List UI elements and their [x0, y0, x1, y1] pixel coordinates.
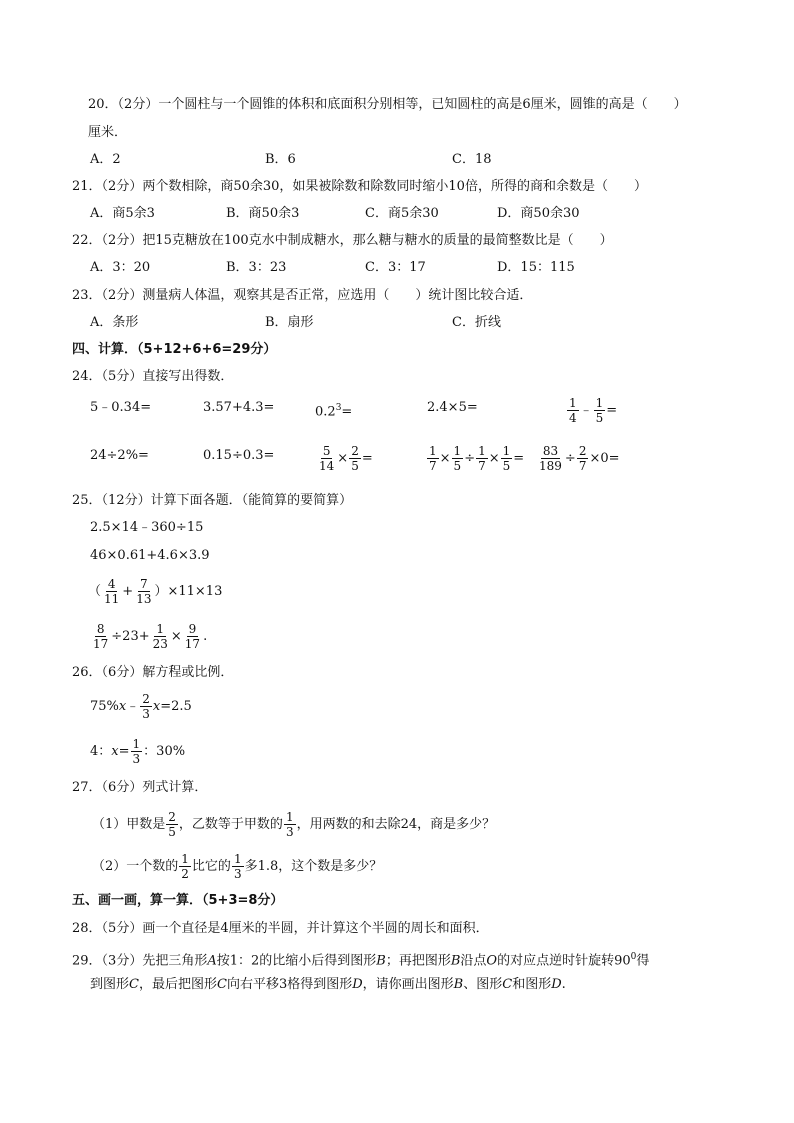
q25-expr-3: （ $\frac{4}{11}$ + $\frac{7}{13}$ ）×11×13 — [88, 577, 223, 606]
q26-proportion-2: 4：x= $\frac{1}{3}$ ：30% — [90, 737, 186, 766]
q25-text: 25．（12分）计算下面各题．（能简算的要简算） — [72, 493, 353, 508]
q22-option-b: B．3：23 — [226, 260, 287, 275]
q23-text: 23．（2分）测量病人体温，观察其是否正常，应选用（ ）统计图比较合适． — [72, 288, 533, 303]
q20-text-cont: 厘米． — [88, 125, 128, 140]
q24-expr-1: 5﹣0.34= — [90, 400, 152, 415]
q29-text-cont: 到图形C，最后把图形C向右平移3格得到图形D，请你画出图形B、图形C和图形D. — [90, 977, 566, 992]
q27-part-1: （1）甲数是 $\frac{2}{5}$ ，乙数等于甲数的 $\frac{1}{3}$ ，用两数的和去除24，商是多少？ — [92, 810, 496, 839]
q29-text: 29．（3分）先把三角形A按1：2的比缩小后得到图形B；再把图形B沿点O的对应点逆时针旋转$90^0$得 — [72, 952, 650, 969]
q21-text: 21．（2分）两个数相除，商50余30，如果被除数和除数同时缩小10倍，所得的商和余数是（ ） — [72, 179, 647, 194]
q20-text: 20．（2分）一个圆柱与一个圆锥的体积和底面积分别相等，已知圆柱的高是6厘米，圆锥的高是（ ） — [88, 97, 687, 112]
q24-expr-7: 0.15÷0.3= — [203, 448, 275, 463]
q20-option-b: B．6 — [265, 152, 296, 167]
q21-option-b: B．商50余3 — [226, 206, 300, 221]
q23-option-b: B．扇形 — [265, 315, 314, 330]
q27-text: 27．（6分）列式计算． — [72, 780, 208, 795]
q24-expr-8: $\frac{5}{14}$ × $\frac{2}{5}$ = — [319, 444, 373, 473]
q23-option-c: C．折线 — [452, 315, 501, 330]
q24-expr-2: 3.57+4.3= — [203, 400, 275, 415]
q26-equation-1: 75%x﹣ $\frac{2}{3}$ x=2.5 — [90, 692, 192, 721]
q21-option-c: C．商5余30 — [365, 206, 439, 221]
q22-text: 22．（2分）把15克糖放在100克水中制成糖水，那么糖与糖水的质量的最简整数比是（ ） — [72, 233, 613, 248]
q20-option-a: A．2 — [90, 152, 121, 167]
q28-text: 28．（5分）画一个直径是4厘米的半圆，并计算这个半圆的周长和面积． — [72, 921, 489, 936]
section-4-heading: 四、计算．（5+12+6+6=29分） — [72, 342, 277, 357]
q24-expr-6: 24÷2%= — [90, 448, 149, 463]
q21-option-a: A．商5余3 — [90, 206, 155, 221]
q22-option-d: D．15：115 — [497, 260, 575, 275]
q25-expr-4: $\frac{8}{17}$ ÷23+ $\frac{1}{23}$ × $\frac{9}{17}$ . — [93, 622, 208, 651]
q24-expr-4: 2.4×5= — [427, 400, 478, 415]
q24-expr-9: $\frac{1}{7}$ × $\frac{1}{5}$ ÷ $\frac{1}{7}$ × $\frac{1}{5}$ = — [429, 444, 525, 473]
q25-expr-2: 46×0.61+4.6×3.9 — [90, 548, 210, 563]
q26-text: 26．（6分）解方程或比例． — [72, 665, 234, 680]
q21-option-d: D．商50余30 — [497, 206, 580, 221]
q24-expr-5: $\frac{1}{4}$ ﹣ $\frac{1}{5}$ = — [569, 396, 618, 425]
q27-part-2: （2）一个数的 $\frac{1}{2}$ 比它的 $\frac{1}{3}$ 多1.8，这个数是多少？ — [92, 852, 383, 881]
section-5-heading: 五、画一画，算一算．（5+3=8分） — [72, 893, 284, 908]
q20-option-c: C．18 — [452, 152, 492, 167]
q22-option-a: A．3：20 — [90, 260, 151, 275]
q24-text: 24．（5分）直接写出得数． — [72, 369, 234, 384]
q24-expr-3: $0.2^3=$ — [315, 403, 353, 420]
q22-option-c: C．3：17 — [365, 260, 426, 275]
q24-expr-10: $\frac{83}{189}$ ÷ $\frac{2}{7}$ ×0= — [539, 444, 620, 473]
q23-option-a: A．条形 — [90, 315, 139, 330]
q25-expr-1: 2.5×14﹣360÷15 — [90, 520, 204, 535]
